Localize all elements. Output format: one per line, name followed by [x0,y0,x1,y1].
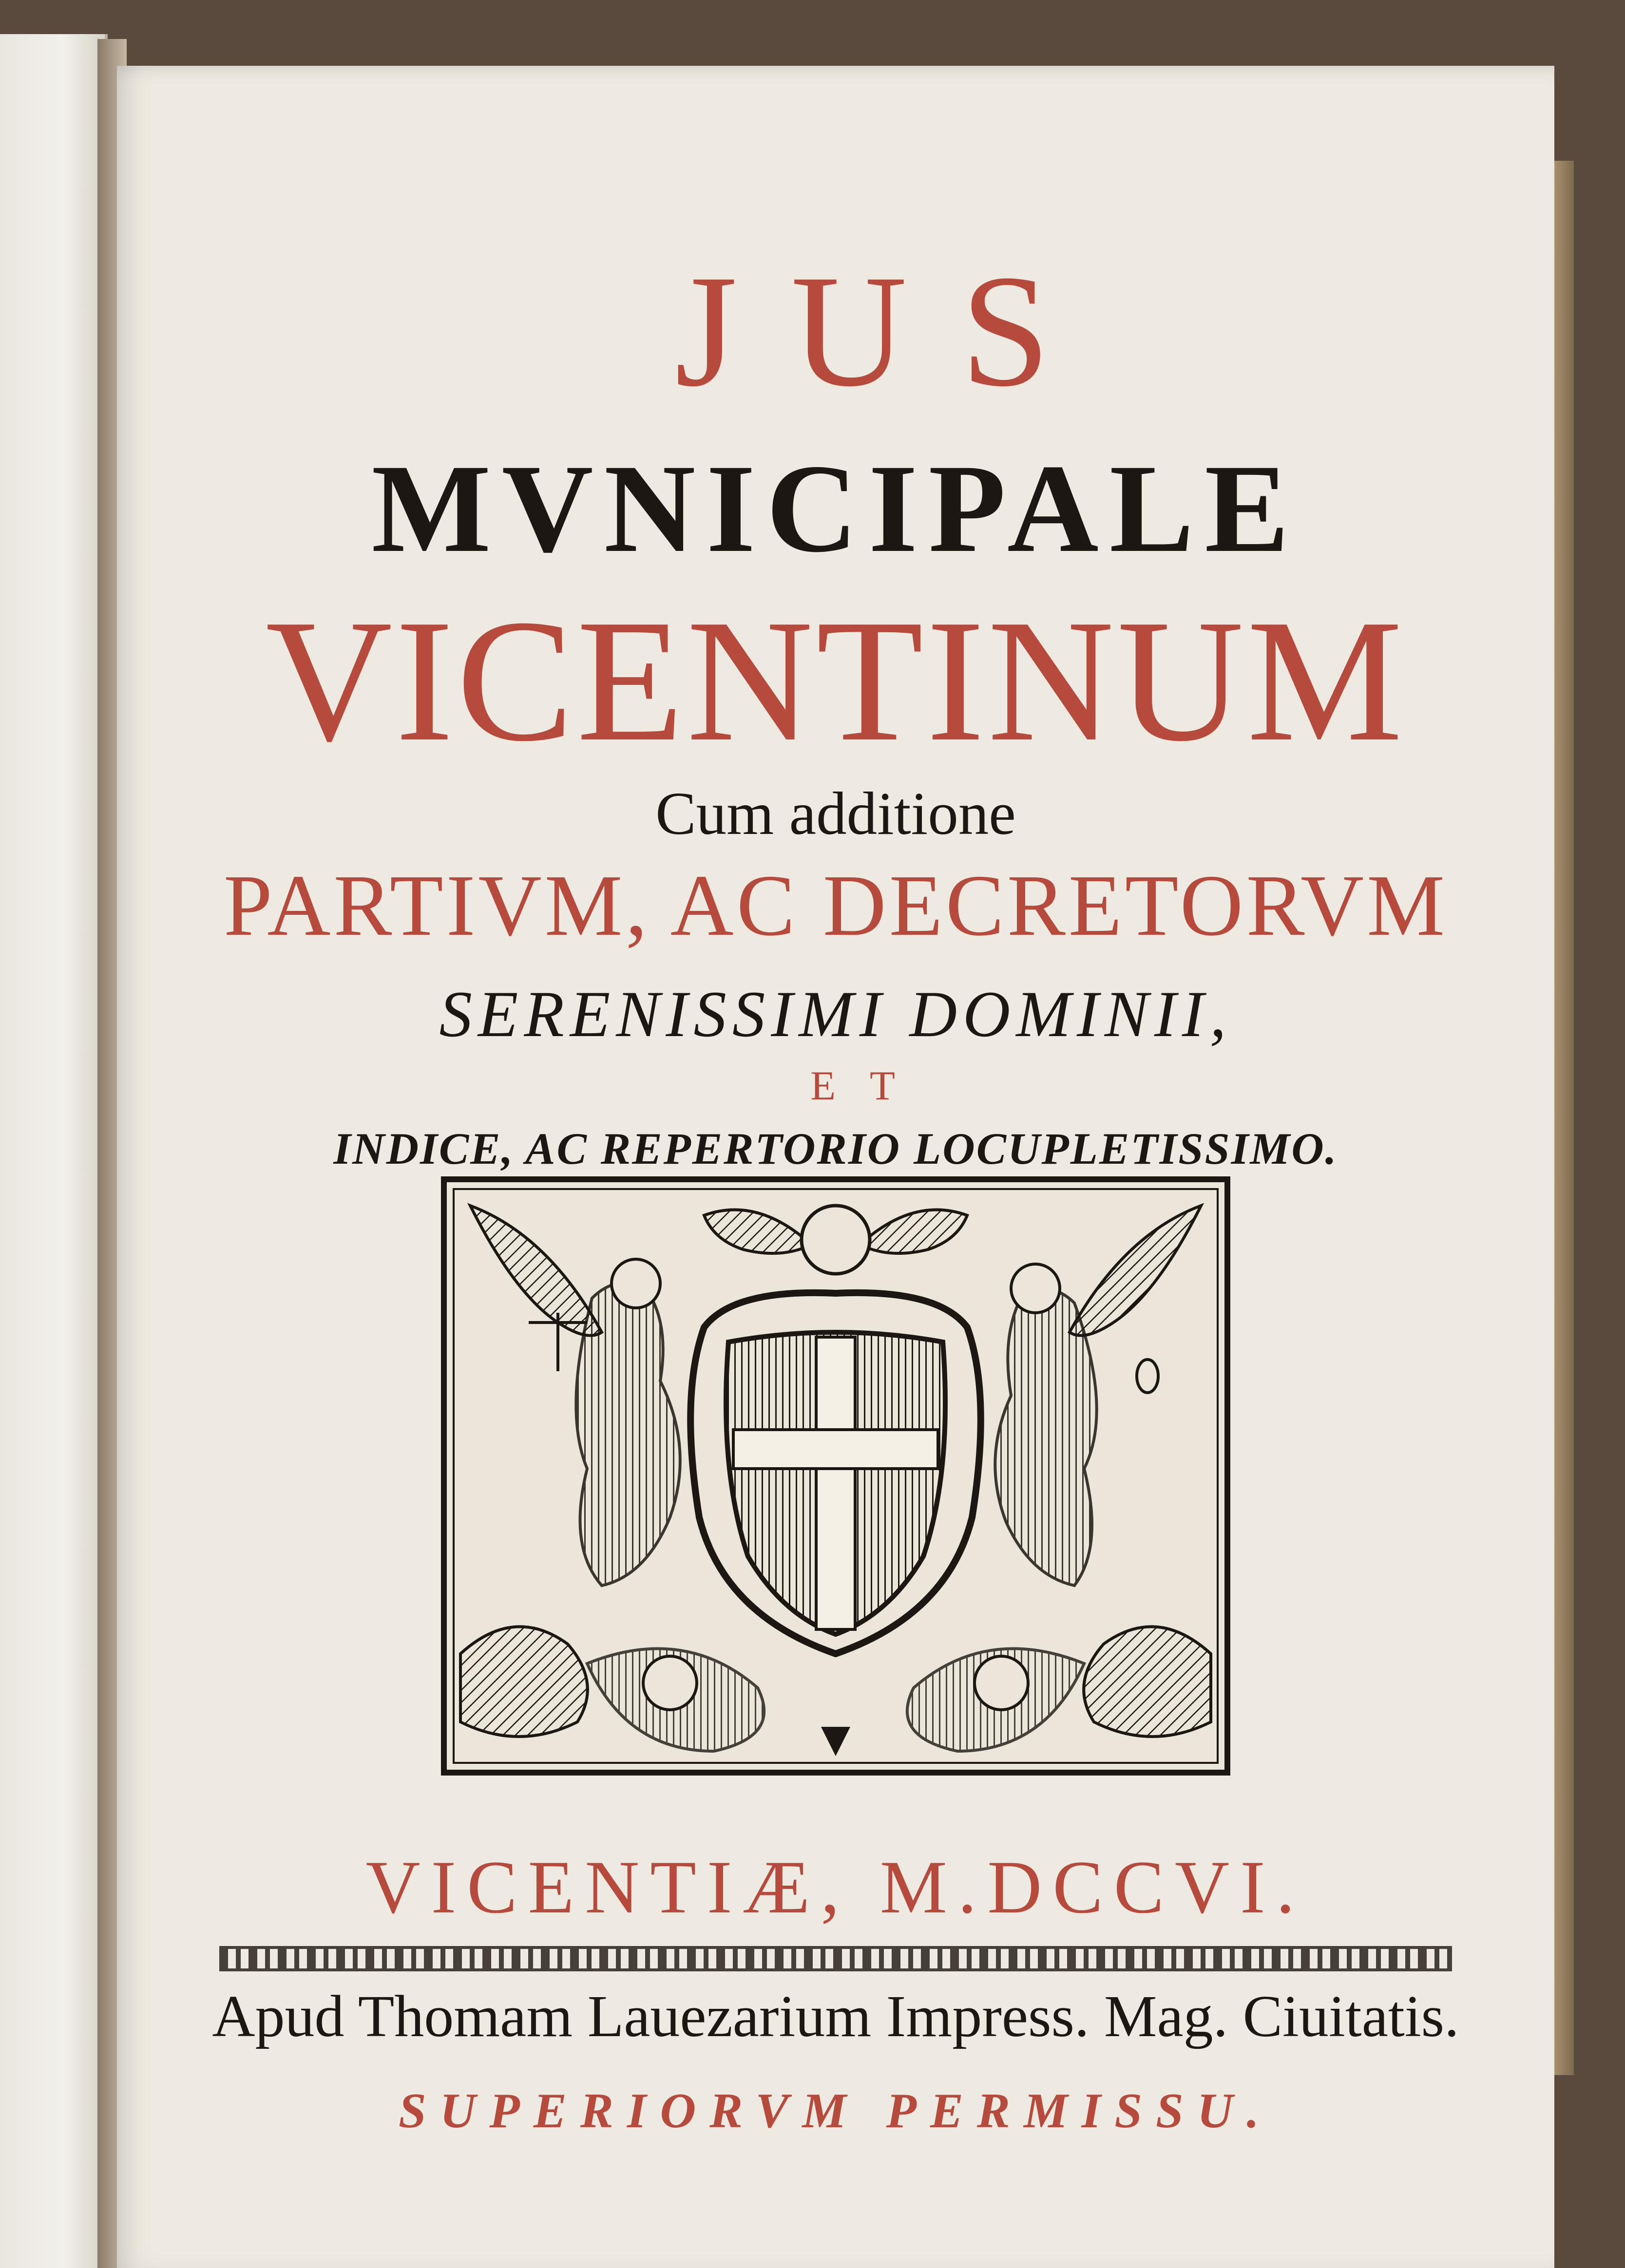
imprint-permission: SUPERIORVM PERMISSU. [399,2083,1273,2138]
subtitle-indice: INDICE, AC REPERTORIO LOCUPLETISSIMO. [333,1124,1338,1173]
imprint-city-date: VICENTIÆ, M.DCCVI. [365,1845,1306,1929]
subtitle-cum-additione: Cum additione [655,780,1016,848]
left-page [0,34,108,2268]
title-municipale: MVNICIPALE [371,438,1300,579]
imprint-printer: Apud Thomam Lauezarium Impress. Mag. Ciuitatis. [212,1984,1459,2049]
subtitle-partium: PARTIVM, AC DECRETORVM [223,857,1448,954]
subtitle-et: ET [810,1063,929,1109]
ornamental-rule-icon [219,1946,1452,1971]
title-jus: JUS [674,242,1104,420]
title-vicentinum: VICENTINUM [266,583,1406,777]
subtitle-serenissimi: SERENISSIMI DOMINII, [439,978,1232,1051]
title-page [117,66,1554,2268]
woodcut-coat-of-arms-icon [441,1176,1230,1776]
